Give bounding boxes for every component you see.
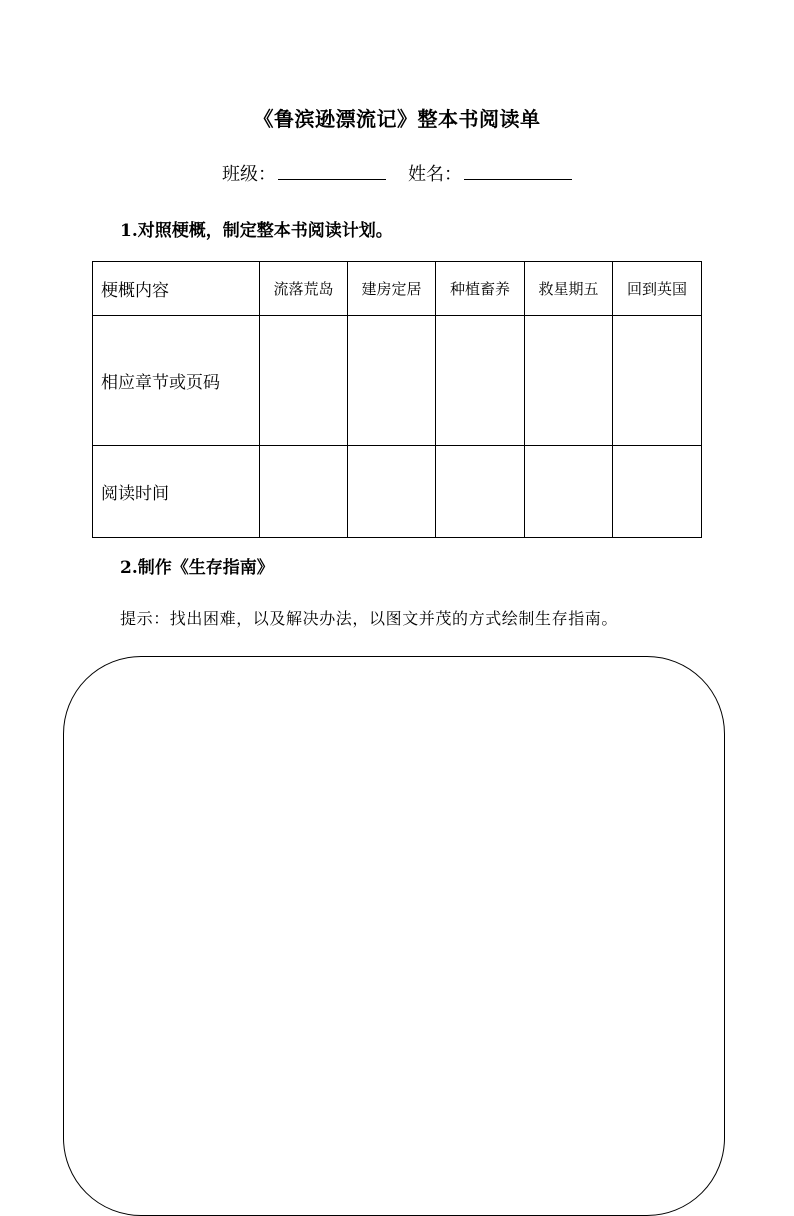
- table-header-row: [93, 262, 702, 316]
- table-cell[interactable]: [436, 446, 525, 538]
- table-cell[interactable]: [613, 316, 702, 446]
- table-cell[interactable]: [260, 446, 348, 538]
- hint-text: 提示：找出困难，以及解决办法，以图文并茂的方式绘制生存指南。: [120, 609, 619, 628]
- table-cell[interactable]: [613, 446, 702, 538]
- table-cell[interactable]: [525, 316, 613, 446]
- class-group: [222, 160, 386, 186]
- table-row: [93, 446, 702, 538]
- table-cell[interactable]: [260, 316, 348, 446]
- row-label-chapters: 相应章节或页码: [93, 316, 260, 446]
- name-blank[interactable]: [464, 161, 572, 180]
- class-label: 班级：: [222, 164, 276, 185]
- column-header: 建房定居: [348, 262, 436, 316]
- name-label: 姓名：: [408, 164, 462, 185]
- class-blank[interactable]: [278, 161, 386, 180]
- header-label-cell: 梗概内容: [93, 262, 260, 316]
- column-header: 回到英国: [613, 262, 702, 316]
- section-1-heading: 1.对照梗概，制定整本书阅读计划。: [120, 221, 393, 241]
- row-label-reading-time: 阅读时间: [93, 446, 260, 538]
- column-header: 流落荒岛: [260, 262, 348, 316]
- table-cell[interactable]: [436, 316, 525, 446]
- table-cell[interactable]: [525, 446, 613, 538]
- section-2-heading: 2.制作《生存指南》: [120, 558, 274, 578]
- column-header: 救星期五: [525, 262, 613, 316]
- table-cell[interactable]: [348, 446, 436, 538]
- table-cell[interactable]: [348, 316, 436, 446]
- column-header: 种植畜养: [436, 262, 525, 316]
- document-title: 《鲁滨逊漂流记》整本书阅读单: [253, 107, 541, 131]
- survival-guide-drawing-area[interactable]: [63, 656, 725, 1216]
- table-row: [93, 316, 702, 446]
- name-group: [408, 160, 572, 186]
- reading-plan-table: [92, 261, 702, 538]
- student-info-row: [0, 160, 794, 186]
